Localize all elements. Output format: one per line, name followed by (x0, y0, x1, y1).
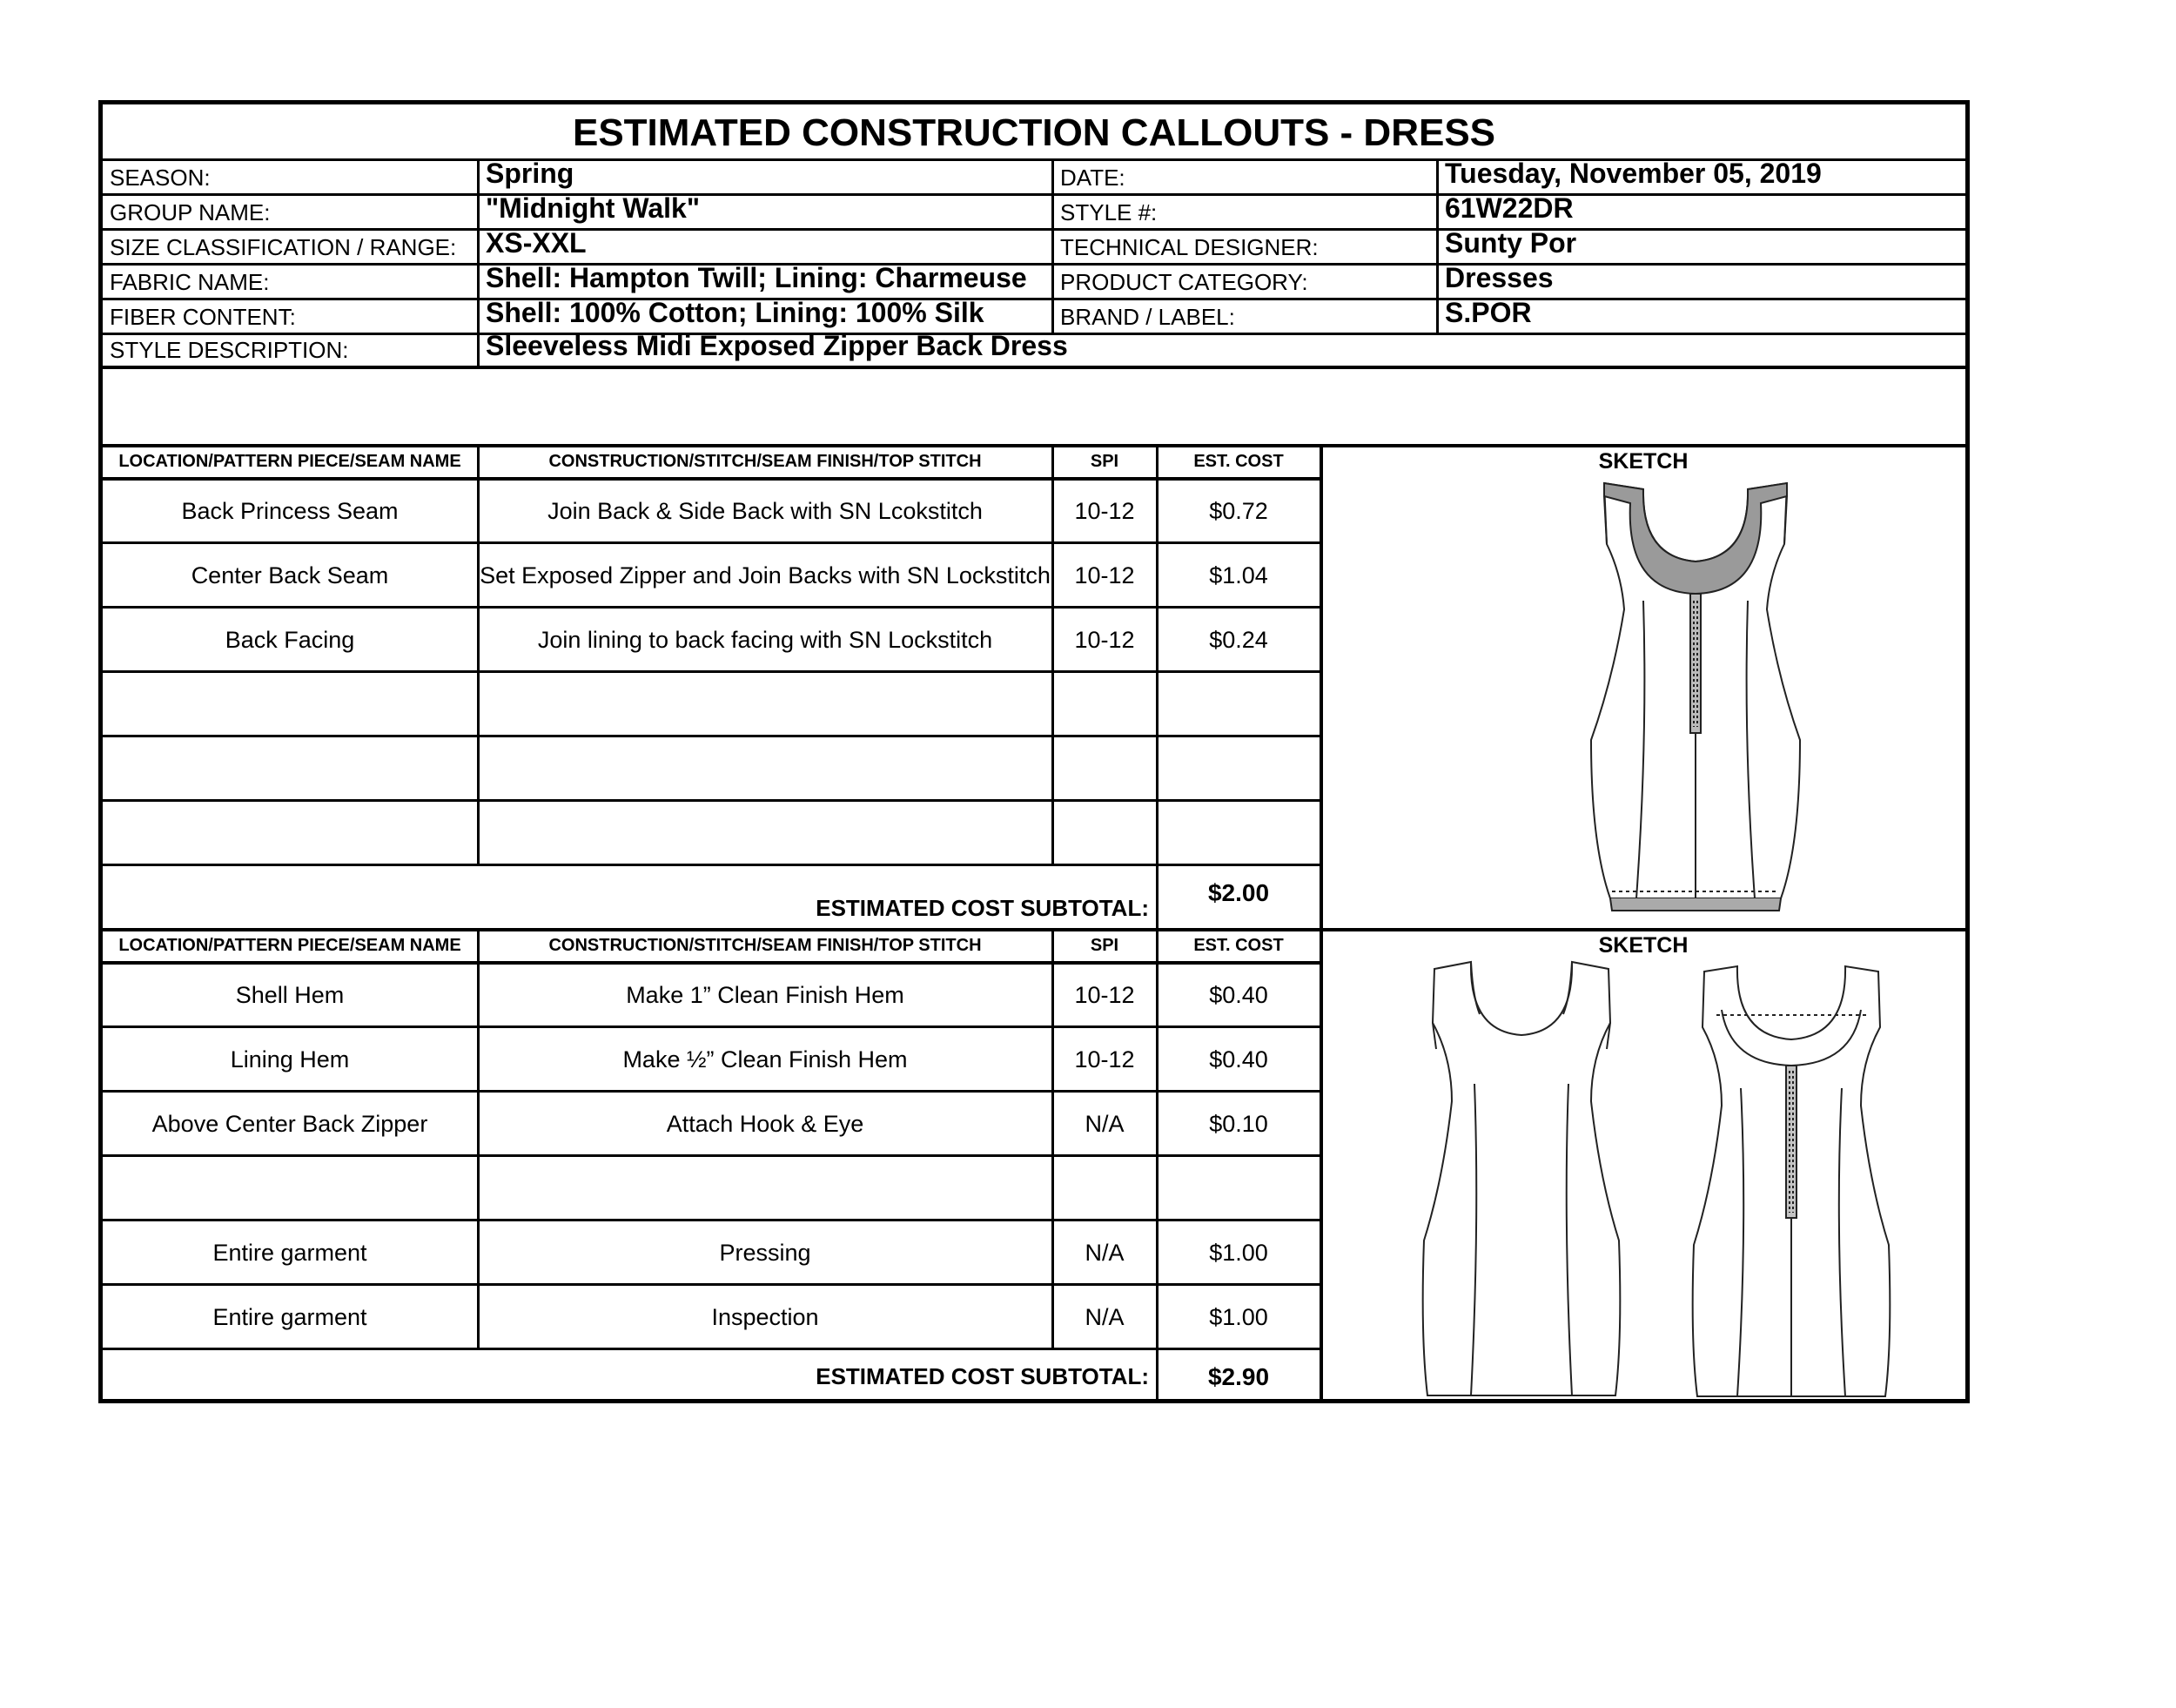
group-value: "Midnight Walk" (486, 192, 701, 224)
t1-cell-spi: 10-12 (1074, 562, 1135, 588)
t1-subtotal-label: ESTIMATED COST SUBTOTAL: (816, 895, 1149, 921)
brand-label: BRAND / LABEL: (1060, 304, 1235, 330)
desc-value: Sleeveless Midi Exposed Zipper Back Dress (486, 330, 1068, 361)
t1-cell-spi (1053, 803, 1156, 864)
designer-value: Sunty Por (1445, 227, 1577, 259)
t2-cell-construction: Attach Hook & Eye (666, 1111, 864, 1137)
t2-cell-cost: $0.40 (1209, 1046, 1268, 1073)
t1-cell-cost: $0.24 (1209, 627, 1268, 653)
spec-sheet (98, 100, 1970, 1403)
t1-cell-cost (1158, 674, 1320, 735)
t1-header-location: LOCATION/PATTERN PIECE/SEAM NAME (118, 452, 461, 471)
t2-cell-spi: N/A (1085, 1240, 1125, 1266)
t1-cell-construction: Set Exposed Zipper and Join Backs with SN Lockstitch (480, 562, 1051, 588)
t1-cell-spi: 10-12 (1074, 627, 1135, 653)
t2-cell-location: Entire garment (212, 1304, 367, 1330)
fiber-value: Shell: 100% Cotton; Lining: 100% Silk (486, 297, 984, 328)
t2-cell-cost: $0.10 (1209, 1111, 1268, 1137)
t2-cell-spi: 10-12 (1074, 982, 1135, 1008)
group-label: GROUP NAME: (110, 199, 271, 225)
size-label: SIZE CLASSIFICATION / RANGE: (110, 234, 457, 260)
t2-header-location: LOCATION/PATTERN PIECE/SEAM NAME (118, 936, 461, 955)
t1-cell-construction (479, 803, 1051, 864)
style-label: STYLE #: (1060, 199, 1158, 225)
t1-cell-location (103, 738, 477, 799)
season-label: SEASON: (110, 165, 211, 191)
t2-cell-spi: N/A (1085, 1304, 1125, 1330)
t1-header-spi: SPI (1090, 452, 1119, 471)
t1-cell-location: Center Back Seam (191, 562, 389, 588)
t1-cell-location: Back Princess Seam (181, 498, 399, 524)
front-view-sketch (1417, 962, 1626, 1406)
t2-subtotal-label: ESTIMATED COST SUBTOTAL: (816, 1363, 1149, 1389)
t2-cell-construction (479, 1158, 1051, 1219)
desc-label: STYLE DESCRIPTION: (110, 337, 349, 363)
category-label: PRODUCT CATEGORY: (1060, 269, 1308, 295)
t1-cell-location (103, 674, 477, 735)
t1-cell-construction: Join Back & Side Back with SN Lcokstitch (547, 498, 983, 524)
fabric-value: Shell: Hampton Twill; Lining: Charmeuse (486, 262, 1027, 293)
t2-cell-location: Lining Hem (230, 1046, 350, 1073)
t1-cell-cost (1158, 803, 1320, 864)
date-label: DATE: (1060, 165, 1125, 191)
t1-cell-location (103, 803, 477, 864)
t2-header-cost: EST. COST (1193, 936, 1284, 955)
t2-cell-construction: Inspection (711, 1304, 819, 1330)
t2-cell-construction: Make ½” Clean Finish Hem (622, 1046, 908, 1073)
t2-cell-location (103, 1158, 477, 1219)
t2-cell-cost (1158, 1158, 1320, 1219)
t2-cell-location: Entire garment (212, 1240, 367, 1266)
t1-cell-spi: 10-12 (1074, 498, 1135, 524)
t1-cell-spi (1053, 674, 1156, 735)
season-value: Spring (486, 158, 574, 189)
sheet-title: ESTIMATED CONSTRUCTION CALLOUTS - DRESS (572, 111, 1496, 154)
t1-cell-construction (479, 674, 1051, 735)
t1-cell-location: Back Facing (225, 627, 355, 653)
date-value: Tuesday, November 05, 2019 (1445, 158, 1822, 189)
t2-cell-cost: $1.00 (1209, 1240, 1268, 1266)
t1-header-construction: CONSTRUCTION/STITCH/SEAM FINISH/TOP STITCH (548, 452, 982, 471)
designer-label: TECHNICAL DESIGNER: (1060, 234, 1319, 260)
t2-cell-location: Above Center Back Zipper (151, 1111, 428, 1137)
t1-cell-construction (479, 738, 1051, 799)
back-view-small-sketch (1687, 966, 1896, 1410)
fiber-label: FIBER CONTENT: (110, 304, 296, 330)
t2-header-construction: CONSTRUCTION/STITCH/SEAM FINISH/TOP STITCH (548, 936, 982, 955)
category-value: Dresses (1445, 262, 1554, 293)
t2-cell-location: Shell Hem (235, 982, 345, 1008)
t1-cell-spi (1053, 738, 1156, 799)
t2-header-spi: SPI (1090, 936, 1119, 955)
t2-cell-construction: Make 1” Clean Finish Hem (626, 982, 904, 1008)
brand-value: S.POR (1445, 297, 1532, 328)
t2-header-sketch: SKETCH (1598, 933, 1689, 958)
fabric-label: FABRIC NAME: (110, 269, 270, 295)
t1-cell-cost: $0.72 (1209, 498, 1268, 524)
t2-cell-spi (1053, 1158, 1156, 1219)
t1-cell-cost (1158, 738, 1320, 799)
t1-subtotal-value: $2.00 (1207, 879, 1270, 906)
t1-header-cost: EST. COST (1193, 452, 1284, 471)
t1-cell-cost: $1.04 (1209, 562, 1268, 588)
t1-cell-construction: Join lining to back facing with SN Lockstitch (537, 627, 993, 653)
t2-cell-cost: $0.40 (1209, 982, 1268, 1008)
t2-subtotal-value: $2.90 (1207, 1363, 1270, 1390)
t2-cell-spi: 10-12 (1074, 1046, 1135, 1073)
back-view-sketch (1582, 479, 1809, 923)
t1-header-sketch: SKETCH (1598, 449, 1689, 474)
t2-cell-spi: N/A (1085, 1111, 1125, 1137)
t2-cell-construction: Pressing (719, 1240, 811, 1266)
size-value: XS-XXL (486, 227, 587, 259)
t2-cell-cost: $1.00 (1209, 1304, 1268, 1330)
style-value: 61W22DR (1445, 192, 1574, 224)
